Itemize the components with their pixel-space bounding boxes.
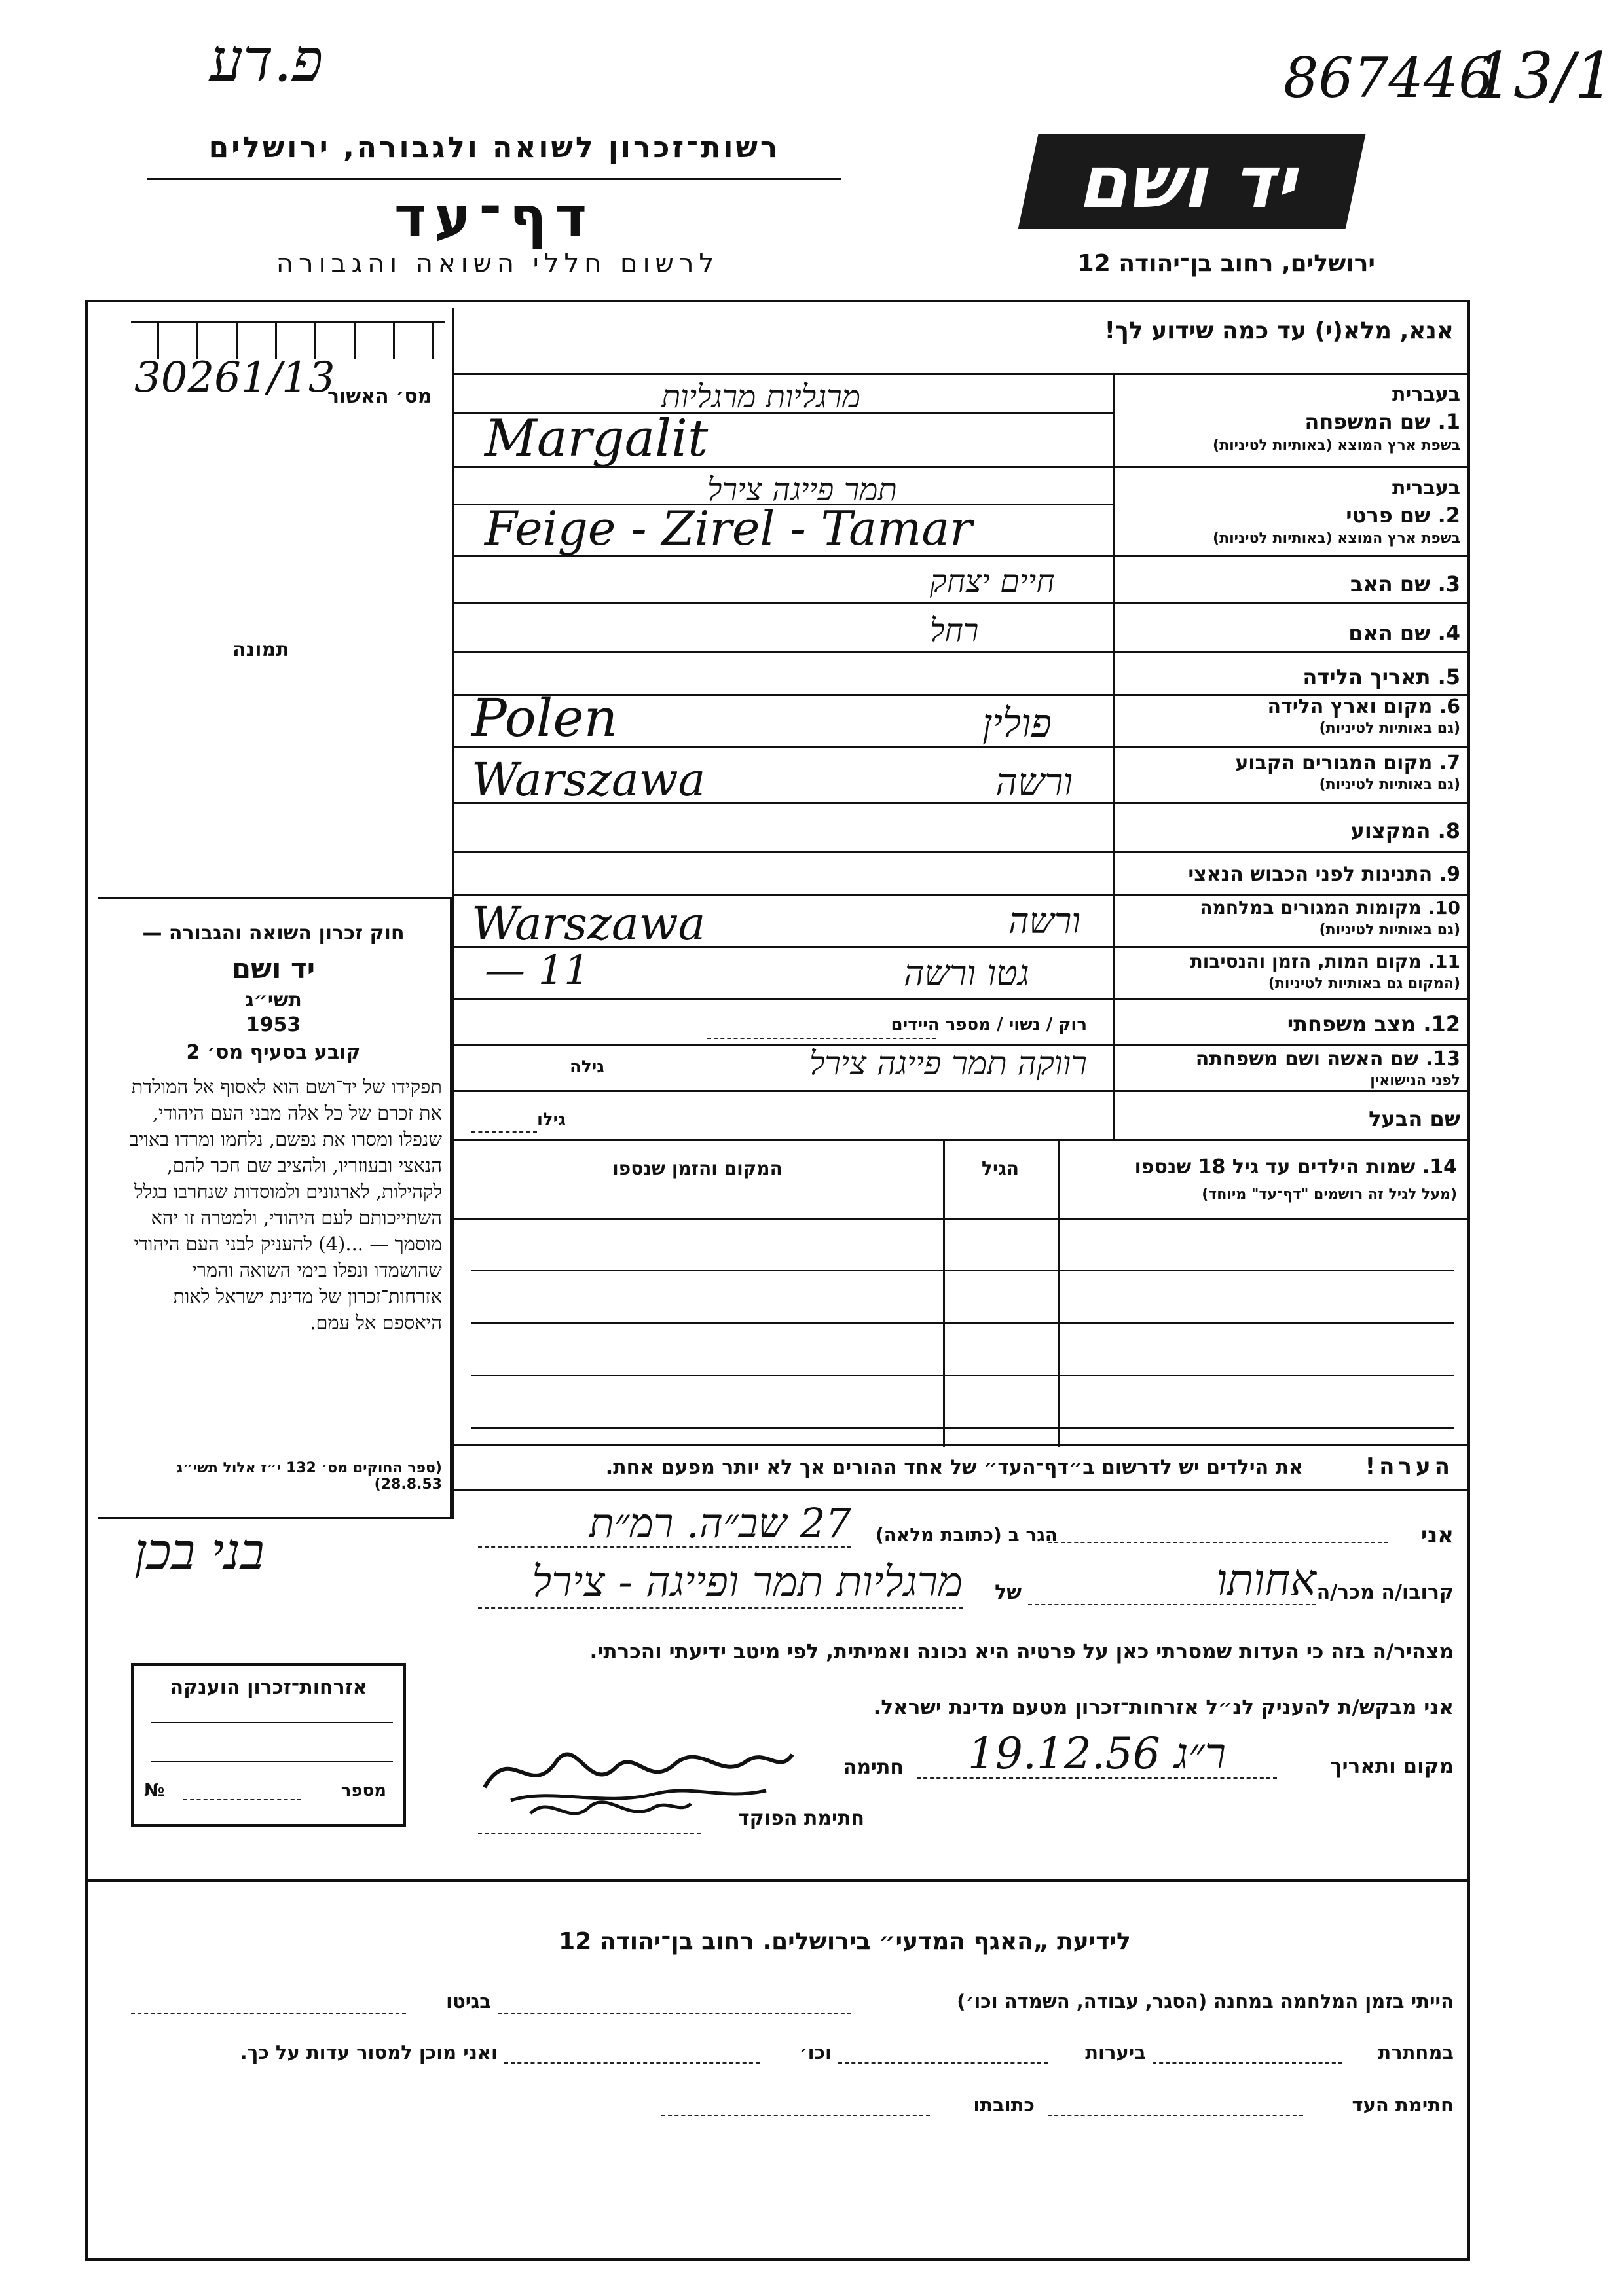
field-2-latin-value: Feige - Zirel - Tamar — [485, 501, 972, 556]
corner-note-left: פ.דע — [210, 26, 323, 95]
law-year: 1953 — [246, 1013, 301, 1036]
field-10-latin-value: Warszawa — [471, 897, 706, 951]
intro-text: אנא, מלא(י) עד כמה שידוע לך! — [1104, 318, 1454, 344]
bottom-line3-a: חתימת העד — [1352, 2094, 1454, 2116]
law-name: יד ושם — [231, 953, 316, 985]
lang-label: בעברית — [1392, 383, 1460, 406]
bottom-line1-a: הייתי בזמן המלחמה במחנה (הסגר, עבודה, השמדה וכו׳) — [957, 1990, 1454, 2013]
field-2-sub: בשפת ארץ המוצא (באותיות לטיניות) — [1213, 530, 1460, 547]
field-14-label: 14. שמות הילדים עד גיל 18 שנספו — [1134, 1156, 1457, 1178]
award-line — [151, 1761, 393, 1762]
field-13-value: רווקה תמר פייגה צירל — [809, 1044, 1087, 1082]
yad-vashem-logo: יד ושם — [1018, 134, 1366, 229]
form-title: דף־עד — [394, 185, 595, 249]
field-9-label: 9. התנינות לפני הכבוש הנאצי — [1188, 863, 1460, 886]
relative-label: קרובו/ה מכר/ה — [1316, 1581, 1454, 1604]
field-12-blank — [707, 1038, 936, 1039]
field-11-label: 11. מקום המות, הזמן והנסיבות — [1190, 951, 1460, 972]
field-3-label: 3. שם האב — [1350, 572, 1460, 596]
field-7-label: 7. מקום המגורים הקבוע — [1235, 752, 1460, 774]
field-1-sub: בשפת ארץ המוצא (באותיות לטיניות) — [1213, 437, 1460, 454]
row-line — [452, 998, 1470, 1000]
children-row — [471, 1427, 1454, 1429]
award-number-label: מספר — [341, 1781, 386, 1800]
relation-value: אחותו — [1216, 1555, 1316, 1605]
row-line — [452, 851, 1470, 853]
law-year-he: תשי״ג — [245, 989, 302, 1011]
row-line — [452, 651, 1470, 653]
col-age-header: הגיל — [982, 1157, 1019, 1179]
law-body: תפקידו של יד־ושם הוא לאסוף אל המולדת את זכרם של כל אלה מבני העם היהודי, שנפלו ומסרו את נפשם, נלחמו ומרדו באויב הנאצי ובעוזריו, ולהציב שם חכר להם, לקהילות, לארגונים ולמוסדות שנחרבו בגלל השתייכותם לעם היהודי, ולמטרה זו יהא מוסמך — ...(4) להעניק לבני העם היהודי שהושמדו ונפלו בימי השואה והמרי אזרחות־זכרון של מדינת ישראל לאות היאספם אל עמם. — [129, 1076, 442, 1334]
field-6-hebrew-value: פולין — [982, 701, 1052, 746]
field-8-label: 8. המקצוע — [1350, 818, 1460, 843]
field-10-sub: (גם באותיות לטיניות) — [1319, 922, 1460, 938]
corner-note-code: 13/1 — [1473, 39, 1615, 113]
col-place-header: המקום והזמן שנספו — [612, 1157, 783, 1179]
declarant-statement: מצהיר/ה בזה כי העדות שמסרתי כאן על פרטיה היא נכונה ואמיתית, לפי מיטב ידיעתי והכרתי. — [589, 1640, 1454, 1664]
law-footnote: (ספר החוקים מס׳ 132 י״ז אלול תשי״ג 28.8.53) — [176, 1460, 442, 1493]
lang-label: בעברית — [1392, 477, 1460, 500]
bottom-etc-blank — [504, 2062, 760, 2064]
official-signature — [524, 1787, 694, 1833]
header-address: ירושלים, רחוב בן־יהודה 12 — [1077, 250, 1375, 277]
field-5-label: 5. תאריך הלידה — [1302, 665, 1460, 689]
field-12-options: רוק / נשוי / מספר היידים — [891, 1015, 1087, 1034]
declarant-address-blank — [478, 1546, 851, 1548]
declarant-name-blank — [1048, 1542, 1388, 1543]
bottom-line2-c: וכו׳ — [799, 2041, 832, 2064]
note-label: הערה! — [1365, 1453, 1454, 1480]
witness-address-blank — [661, 2115, 930, 2116]
children-row — [471, 1322, 1454, 1324]
field-7-latin-value: Warszawa — [471, 753, 706, 807]
row-line — [452, 602, 1470, 604]
field-1-hebrew-value: מרגליות מרגליות — [661, 378, 861, 415]
children-header-line — [452, 1218, 1470, 1220]
row-line — [452, 1139, 1470, 1141]
place-date-value: 19.12.56 ר״ג — [967, 1728, 1227, 1779]
declarant-name-value: בני בכן — [134, 1522, 265, 1580]
declarant-address-value: 27 שב״ה. רמ״ת — [589, 1499, 851, 1547]
field-14-sub: (מעל לגיל זה רושמים "דף־עד" מיוחד) — [1202, 1186, 1457, 1203]
field-2-label: 2. שם פרטי — [1346, 503, 1460, 528]
bottom-line1-b: בגיטו — [446, 1990, 491, 2013]
photo-label: תמונה — [232, 638, 289, 661]
children-row — [471, 1375, 1454, 1376]
bottom-title: לידיעת „האגף המדעי״ בירושלים. רחוב בן־יהודה 12 — [559, 1928, 1131, 1955]
official-sig-blank — [478, 1833, 701, 1834]
award-no-label: № — [144, 1781, 165, 1800]
field-2-hebrew-value: תמר פייגה צירל — [707, 471, 897, 508]
children-row — [471, 1270, 1454, 1271]
signature-label: חתימה — [843, 1756, 904, 1779]
approval-number: 30261/13 — [134, 354, 335, 402]
bottom-line2-d: ואני מוכן למסור עדות על כך. — [240, 2041, 498, 2064]
field-11-hebrew-value: גטו ורשה — [904, 953, 1029, 994]
husband-label: שם הבעל — [1369, 1106, 1460, 1131]
law-title: חוק זכרון השואה והגבורה — — [142, 922, 405, 945]
bottom-line2-b: ביערות — [1085, 2041, 1146, 2064]
row-line — [452, 373, 1470, 375]
place-date-label: מקום ותאריך — [1330, 1755, 1454, 1778]
field-1-label: 1. שם המשפחה — [1304, 409, 1460, 434]
relation-blank — [1028, 1604, 1316, 1605]
header-rule — [147, 178, 841, 180]
of-label: של — [995, 1581, 1022, 1604]
field-10-label: 10. מקומות המגורים במלחמה — [1200, 897, 1460, 919]
declarant-request: אני מבקש/ת להעניק לנ״ל אזרחות־זכרון מטעם מדינת ישראל. — [873, 1696, 1454, 1719]
children-col-divider — [943, 1139, 945, 1447]
children-col-divider — [1058, 1139, 1060, 1447]
row-line — [452, 894, 1470, 896]
field-13-label: 13. שם האשה ושם משפחתה — [1195, 1048, 1460, 1070]
field-6-label: 6. מקום וארץ הלידה — [1267, 695, 1460, 718]
field-7-sub: (גם באותיות לטיניות) — [1319, 776, 1460, 793]
field-4-value: רחל — [930, 612, 979, 649]
note-bottom-line — [452, 1489, 1470, 1491]
husband-age-label: גילו — [537, 1110, 566, 1129]
official-sig-label: חתימת הפוקד — [738, 1807, 864, 1830]
husband-age-blank — [471, 1131, 537, 1133]
declarant-resides-label: הגר ב (כתובת מלאה) — [875, 1524, 1058, 1546]
corner-note-number: 867446 — [1283, 46, 1494, 110]
law-clause: קובע בסעיף מס׳ 2 — [186, 1041, 361, 1064]
bottom-line3-b: כתובתו — [973, 2094, 1035, 2116]
field-1-latin-value: Margalit — [485, 409, 709, 468]
field-11-sub: (המקום גם באותיות לטיניות) — [1268, 975, 1460, 992]
approval-label: מס׳ האשור — [327, 385, 432, 408]
field-13-sub: לפני הנישואין — [1370, 1072, 1460, 1089]
left-column-divider — [452, 308, 454, 1519]
institution-name: רשות־זכרון לשואה ולגבורה, ירושלים — [208, 131, 781, 164]
bottom-ghetto-blank — [131, 2013, 406, 2014]
of-blank — [478, 1607, 963, 1609]
bottom-divider — [85, 1879, 1470, 1882]
bottom-camp-blank — [498, 2013, 851, 2014]
labels-divider — [1113, 373, 1115, 1139]
note-text: את הילדים יש לדרשום ב״דף־העד״ של אחד ההורים אך לא יותר מפעם אחת. — [605, 1456, 1303, 1479]
row-line — [452, 1090, 1470, 1092]
field-13-age-label: גילה — [570, 1057, 604, 1077]
award-number-blank — [183, 1799, 301, 1800]
form-subtitle: לרשום חללי השואה והגבורה — [276, 249, 720, 279]
note-top-line — [452, 1444, 1470, 1446]
award-line — [151, 1722, 393, 1723]
field-4-label: 4. שם האם — [1348, 621, 1460, 646]
field-12-label: 12. מצב משפחתי — [1287, 1011, 1460, 1036]
award-title: אזרחות־זכרון הוענקה — [170, 1676, 367, 1699]
place-date-blank — [917, 1777, 1277, 1779]
field-6-latin-value: Polen — [471, 687, 618, 748]
field-7-hebrew-value: ורשה — [995, 759, 1073, 804]
of-value: מרגליות תמר ופייגה - צירל — [532, 1558, 963, 1607]
field-11-latin-value: — 11 — [485, 946, 590, 994]
field-3-value: חיים יצחק — [930, 563, 1055, 600]
witness-signature-blank — [1048, 2115, 1303, 2116]
field-10-hebrew-value: ורשה — [1008, 900, 1081, 941]
field-6-sub: (גם באותיות לטיניות) — [1319, 720, 1460, 737]
bottom-forests-blank — [838, 2062, 1048, 2064]
bottom-underground-blank — [1153, 2062, 1342, 2064]
bottom-line2-a: במחתרת — [1378, 2041, 1454, 2064]
declarant-i-label: אני — [1420, 1522, 1454, 1548]
